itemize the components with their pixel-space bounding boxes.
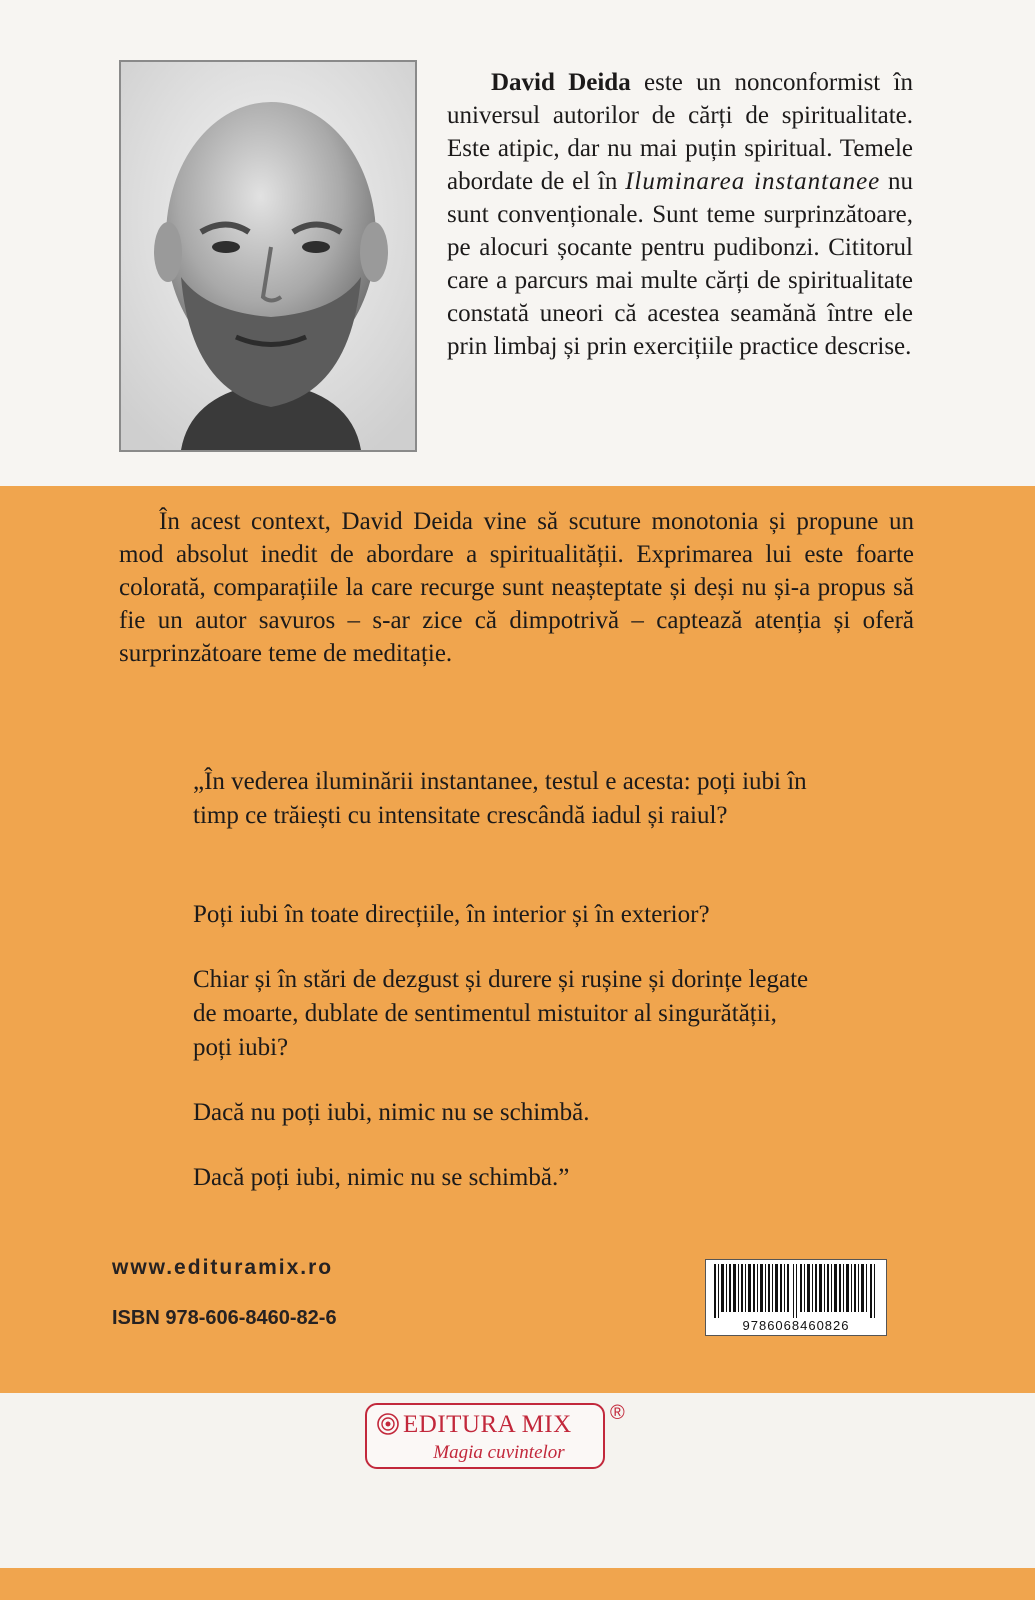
bottom-strip <box>0 1568 1035 1600</box>
quote-paragraph-4: Dacă nu poți iubi, nimic nu se schimbă. <box>193 1099 590 1126</box>
author-bio <box>447 66 913 363</box>
publisher-logo <box>365 1403 605 1469</box>
quote-paragraph-1: „În vederea iluminării instantanee, testul e acesta: poți iubi în timp ce trăiești cu intensitate crescândă iadul și raiul? <box>193 768 807 829</box>
book-title: Iluminarea instantanee <box>625 168 881 195</box>
quote-paragraph-5: Dacă poți iubi, nimic nu se schimbă.” <box>193 1164 570 1191</box>
context-text: În acest context, David Deida vine să scuture monotonia și propune un mod absolut inedit de abordare a spiritualității. Exprimarea lui este foarte colorată, comparațiile la care recurge sunt neașteptate și deși nu și-a propus să fie un autor savuros – s-ar zice că dimpotrivă – captează atenția și oferă surprinzătoare teme de meditație. <box>119 508 914 667</box>
website-link[interactable]: www.edituramix.ro <box>112 1256 334 1279</box>
rosette-icon <box>377 1413 399 1435</box>
quote-paragraph-3: Chiar și în stări de dezgust și durere și rușine și dorințe legate de moarte, dublate de sentimentul mistuitor al singurătății, poți iubi? <box>193 966 809 1061</box>
barcode-digits: 9786068460826 <box>706 1318 886 1333</box>
barcode <box>705 1259 887 1336</box>
context-paragraph <box>119 505 914 670</box>
author-photo <box>119 60 417 452</box>
quote-paragraph-2: Poți iubi în toate direcțiile, în interior și în exterior? <box>193 901 710 928</box>
publisher-tagline: Magia cuvintelor <box>433 1442 565 1463</box>
isbn-text: ISBN 978-606-8460-82-6 <box>112 1307 337 1329</box>
bio-text-2: nu sunt convenționale. Sunt teme surprinzătoare, pe alocuri șocante pentru pudibonzi. Cititorul care a parcurs mai multe cărți de spiritualitate constată uneori că acestea seamănă între ele prin limbaj și prin exercițiile practice descrise. <box>447 168 913 360</box>
publisher-name: EDITURA MIX <box>403 1411 572 1438</box>
registered-mark: ® <box>610 1402 625 1424</box>
author-name: David Deida <box>491 69 631 96</box>
bio-text-1: este un nonconformist în universul autorilor de cărți de spiritualitate. Este atipic, dar nu mai puțin spiritual. Temele abordate de el în <box>447 69 913 195</box>
